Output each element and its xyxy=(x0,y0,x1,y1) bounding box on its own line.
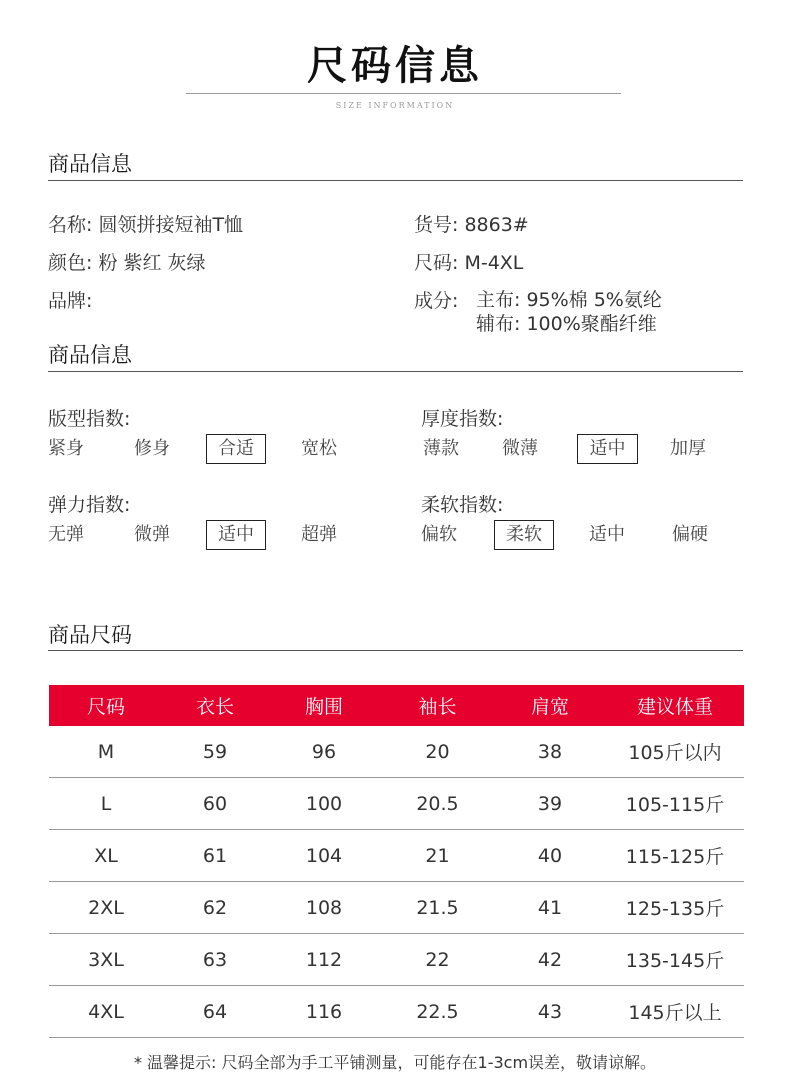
material-key: 成分: xyxy=(414,290,459,312)
softness-option-selected: 柔软 xyxy=(494,520,554,550)
thickness-option: 微薄 xyxy=(502,438,538,459)
size-table-heading: 商品尺码 xyxy=(48,623,132,647)
brand-field xyxy=(48,286,92,313)
table-cell: 112 xyxy=(305,948,343,971)
title-divider xyxy=(186,93,621,94)
page-title: 尺码信息 xyxy=(307,43,483,89)
table-header-cell: 袖长 xyxy=(418,696,457,718)
color-key: 颜色: xyxy=(48,252,93,274)
indices-heading: 商品信息 xyxy=(48,343,132,367)
table-cell: 21 xyxy=(425,844,450,867)
table-cell: 105-115斤 xyxy=(625,794,725,816)
table-cell: 135-145斤 xyxy=(625,950,725,972)
table-cell: 3XL xyxy=(88,948,124,971)
name-value: 圆领拼接短袖T恤 xyxy=(98,214,244,236)
table-cell: M xyxy=(97,740,115,763)
table-cell: XL xyxy=(94,844,118,867)
item-number-value: 8863# xyxy=(464,214,529,236)
fit-index-label: 版型指数: xyxy=(48,408,131,430)
table-cell: 62 xyxy=(202,896,228,919)
size-table xyxy=(49,685,744,1038)
table-header-cell: 胸围 xyxy=(304,696,343,718)
elasticity-option: 无弹 xyxy=(48,524,84,545)
table-header-cell: 建议体重 xyxy=(636,696,713,718)
table-row xyxy=(49,830,744,882)
softness-index-label: 柔软指数: xyxy=(421,494,504,516)
table-cell: 40 xyxy=(537,844,563,867)
page-subtitle: SIZE INFORMATION xyxy=(335,101,455,110)
table-cell: 104 xyxy=(305,844,343,867)
table-cell: 59 xyxy=(202,740,228,763)
table-cell: 22 xyxy=(425,948,450,971)
softness-option: 偏软 xyxy=(421,524,457,545)
table-cell: 20 xyxy=(425,740,450,763)
elasticity-option: 超弹 xyxy=(301,524,337,545)
table-cell: 145斤以上 xyxy=(628,1002,722,1024)
elasticity-index-label: 弹力指数: xyxy=(48,494,131,516)
fit-option: 宽松 xyxy=(301,438,337,459)
size-table-divider xyxy=(48,650,743,651)
table-cell: L xyxy=(100,792,112,815)
fit-option: 修身 xyxy=(134,438,170,459)
table-cell: 41 xyxy=(537,896,563,919)
elasticity-option-selected: 适中 xyxy=(206,520,266,550)
table-row xyxy=(49,778,744,830)
table-row xyxy=(49,726,744,778)
table-cell: 61 xyxy=(202,844,228,867)
table-cell: 100 xyxy=(305,792,343,815)
fit-option: 紧身 xyxy=(48,438,84,459)
softness-option: 适中 xyxy=(589,524,625,545)
table-cell: 105斤以内 xyxy=(628,742,722,764)
table-cell: 2XL xyxy=(88,896,124,919)
material-field xyxy=(414,286,458,313)
thickness-option-selected: 适中 xyxy=(577,434,638,464)
product-info-heading: 商品信息 xyxy=(48,152,132,176)
table-header-cell: 肩宽 xyxy=(530,696,569,718)
table-cell: 43 xyxy=(537,1000,563,1023)
softness-option: 偏硬 xyxy=(672,524,708,545)
item-number-key: 货号: xyxy=(414,214,459,236)
measurement-note: * 温馨提示: 尺码全部为手工平铺测量，可能存在1-3cm误差，敬请谅解。 xyxy=(133,1053,657,1072)
table-cell: 4XL xyxy=(88,1000,124,1023)
table-cell: 22.5 xyxy=(416,1000,459,1023)
table-row xyxy=(49,934,744,986)
indices-divider xyxy=(48,371,743,372)
thickness-option: 薄款 xyxy=(423,438,459,459)
table-header-row xyxy=(49,685,744,726)
table-cell: 125-135斤 xyxy=(625,898,725,920)
fit-option-selected: 合适 xyxy=(206,434,266,464)
item-number-field xyxy=(414,210,529,237)
color-value: 粉 紫红 灰绿 xyxy=(98,252,206,274)
table-header-cell: 尺码 xyxy=(86,696,125,718)
table-cell: 21.5 xyxy=(416,896,459,919)
table-cell: 96 xyxy=(311,740,337,763)
product-info-divider xyxy=(48,180,743,181)
table-cell: 64 xyxy=(202,1000,228,1023)
table-cell: 108 xyxy=(305,896,343,919)
material-line-secondary: 辅布: 100%聚酯纤维 xyxy=(476,313,657,335)
table-header-cell: 衣长 xyxy=(195,696,234,718)
table-row xyxy=(49,882,744,934)
material-line-main: 主布: 95%棉 5%氨纶 xyxy=(476,289,662,311)
table-cell: 116 xyxy=(305,1000,343,1023)
size-range-field xyxy=(414,248,523,275)
table-cell: 60 xyxy=(202,792,228,815)
elasticity-option: 微弹 xyxy=(134,524,170,545)
size-range-key: 尺码: xyxy=(414,252,459,274)
color-field xyxy=(48,248,206,275)
brand-key: 品牌: xyxy=(48,290,93,312)
table-cell: 39 xyxy=(537,792,563,815)
table-cell: 63 xyxy=(202,948,228,971)
name-key: 名称: xyxy=(48,214,93,236)
size-range-value: M-4XL xyxy=(464,252,524,274)
thickness-option: 加厚 xyxy=(670,438,706,459)
table-cell: 42 xyxy=(537,948,563,971)
table-cell: 38 xyxy=(537,740,563,763)
table-row xyxy=(49,986,744,1038)
material-values xyxy=(476,288,662,336)
thickness-index-label: 厚度指数: xyxy=(421,408,504,430)
name-field xyxy=(48,210,243,237)
table-cell: 115-125斤 xyxy=(625,846,725,868)
table-cell: 20.5 xyxy=(416,792,459,815)
